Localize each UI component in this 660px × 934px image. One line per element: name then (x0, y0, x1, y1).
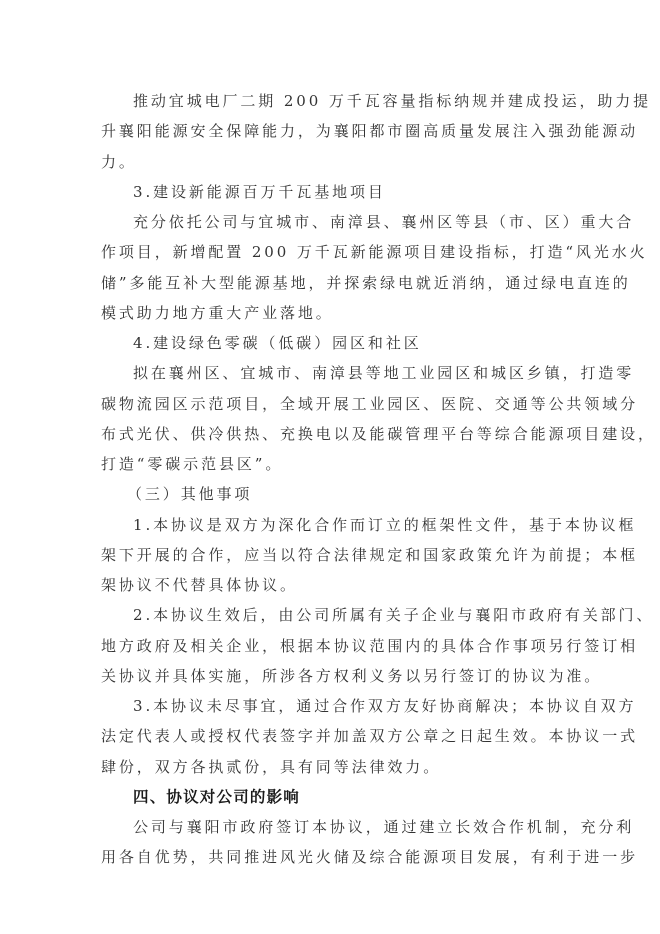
paragraph-line: 布式光伏、供冷供热、充换电以及能碳管理平台等综合能源项目建设， (101, 424, 656, 443)
paragraph-line: 充分依托公司与宜城市、南漳县、襄州区等县（市、区）重大合 (133, 213, 635, 231)
paragraph-line: 法定代表人或授权代表签字并加盖双方公章之日起生效。本协议一式 (101, 727, 639, 746)
paragraph-line: 推动宜城电厂二期 200 万千瓦容量指标纳规并建成投运，助力提 (133, 92, 652, 110)
paragraph-line: 3.本协议未尽事宜，通过合作双方友好协商解决；本协议自双方 (133, 697, 637, 715)
paragraph-line: 地方政府及相关企业，根据本协议范围内的具体合作事项另行签订相 (101, 636, 639, 655)
paragraph-line: 关协议并具体实施，所涉各方权利义务以另行签订的协议为准。 (101, 666, 603, 685)
paragraph-line: 用各自优势，共同推进风光火储及综合能源项目发展，有利于进一步 (101, 848, 639, 867)
paragraph-line: 作项目，新增配置 200 万千瓦新能源项目建设指标，打造“风光水火 (101, 243, 648, 262)
paragraph-line: 拟在襄州区、宜城市、南漳县等地工业园区和城区乡镇，打造零 (133, 364, 635, 383)
subheading-new-energy-base: 3.建设新能源百万千瓦基地项目 (133, 182, 386, 201)
paragraph-line: 打造“零碳示范县区”。 (101, 455, 284, 473)
document-body (101, 86, 656, 873)
paragraph-line: 储”多能互补大型能源基地，并探索绿电就近消纳，通过绿电直连的 (101, 273, 631, 292)
paragraph-line: 力。 (101, 152, 137, 171)
paragraph-line: 肆份，双方各执贰份，具有同等法律效力。 (101, 757, 442, 776)
paragraph-line: 架下开展的合作，应当以符合法律规定和国家政策允许为前提；本框 (101, 545, 639, 564)
paragraph-line: 公司与襄阳市政府签订本协议，通过建立长效合作机制，充分利 (133, 818, 635, 836)
section-heading-impact: 四、协议对公司的影响 (133, 787, 301, 806)
paragraph-line: 架协议不代替具体协议。 (101, 576, 298, 594)
subheading-zero-carbon-park: 4.建设绿色零碳（低碳）园区和社区 (133, 334, 422, 352)
paragraph-line: 1.本协议是双方为深化合作而订立的框架性文件，基于本协议框 (133, 515, 637, 534)
paragraph-line: 升襄阳能源安全保障能力，为襄阳都市圈高质量发展注入强劲能源动 (101, 122, 639, 141)
paragraph-line: 模式助力地方重大产业落地。 (101, 303, 334, 322)
paragraph-line: 碳物流园区示范项目，全域开展工业园区、医院、交通等公共领域分 (101, 394, 639, 413)
paragraph-line: 2.本协议生效后，由公司所属有关子企业与襄阳市政府有关部门、 (133, 606, 655, 625)
section-other-matters: （三）其他事项 (127, 485, 253, 504)
